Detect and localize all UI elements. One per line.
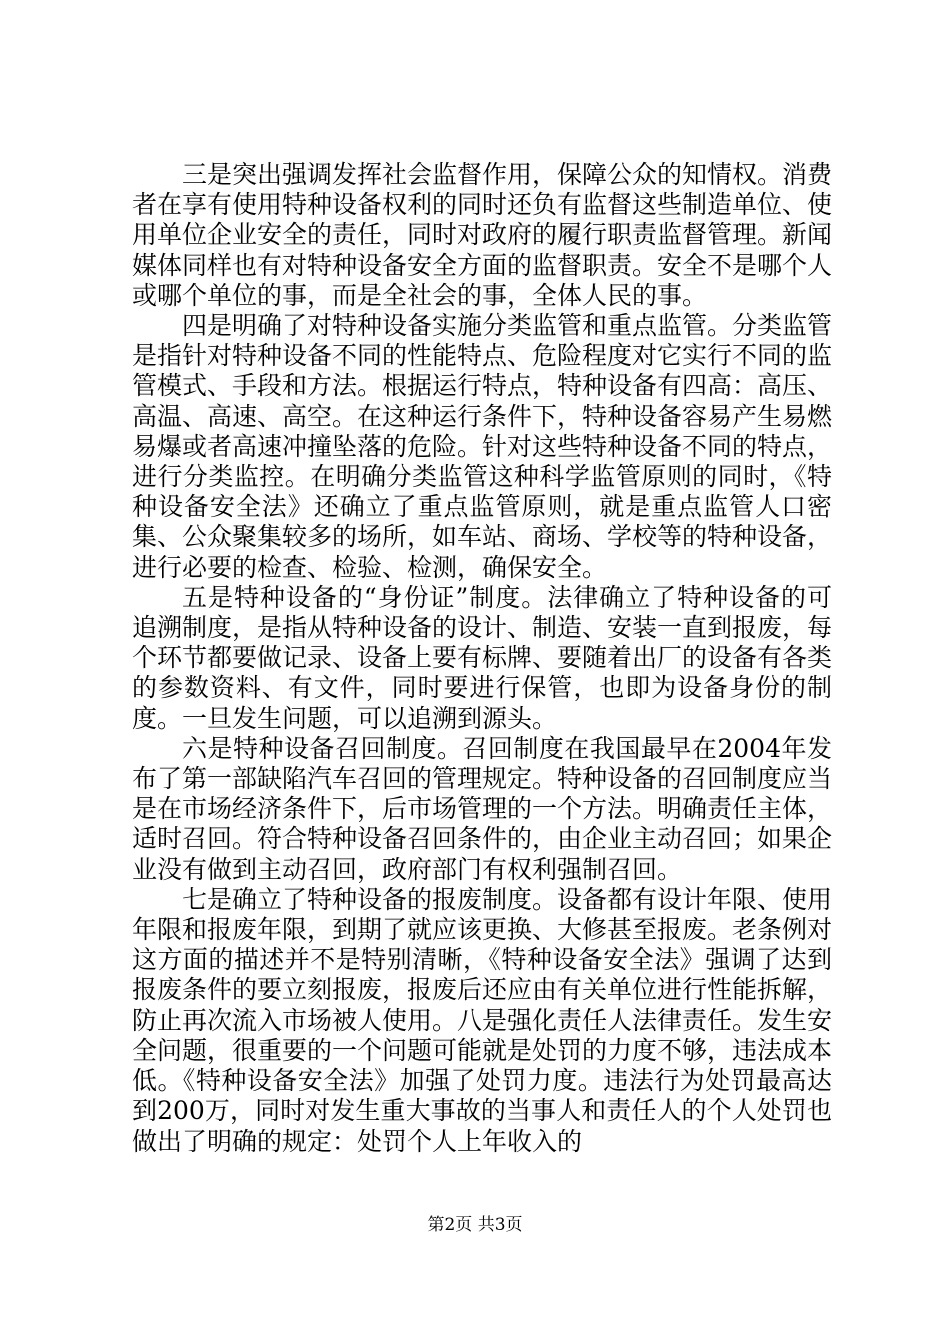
- paragraph-4: 四是明确了对特种设备实施分类监管和重点监管。分类监管是指针对特种设备不同的性能特点、危险程度对它实行不同的监管模式、手段和方法。根据运行特点，特种设备有四高：高压、高温、高速、高空。在这种运行条件下，特种设备容易产生易燃易爆或者高速冲撞坠落的危险。针对这些特种设备不同的特点，进行分类监控。在明确分类监管这种科学监管原则的同时，《特种设备安全法》还确立了重点监管原则，就是重点监管人口密集、公众聚集较多的场所，如车站、商场、学校等的特种设备，进行必要的检查、检验、检测，确保安全。: [132, 311, 833, 582]
- body-text: [132, 160, 832, 1157]
- paragraph-7: 七是确立了特种设备的报废制度。设备都有设计年限、使用年限和报废年限，到期了就应该更换、大修甚至报废。老条例对这方面的描述并不是特别清晰，《特种设备安全法》强调了达到报废条件的要立刻报废，报废后还应由有关单位进行性能拆解，防止再次流入市场被人使用。八是强化责任人法律责任。发生安全问题，很重要的一个问题可能就是处罚的力度不够，违法成本低。《特种设备安全法》加强了处罚力度。违法行为处罚最高达到200万，同时对发生重大事故的当事人和责任人的个人处罚也做出了明确的规定：处罚个人上年收入的: [132, 884, 833, 1156]
- paragraph-6: 六是特种设备召回制度。召回制度在我国最早在2004年发布了第一部缺陷汽车召回的管理规定。特种设备的召回制度应当是在市场经济条件下，后市场管理的一个方法。明确责任主体，适时召回。符合特种设备召回条件的，由企业主动召回；如果企业没有做到主动召回，政府部门有权利强制召回。: [132, 733, 833, 884]
- page-footer: 第2页 共3页: [427, 1215, 523, 1235]
- paragraph-3: 三是突出强调发挥社会监督作用，保障公众的知情权。消费者在享有使用特种设备权利的同时还负有监督这些制造单位、使用单位企业安全的责任，同时对政府的履行职责监督管理。新闻媒体同样也有对特种设备安全方面的监督职责。安全不是哪个人或哪个单位的事，而是全社会的事，全体人民的事。: [132, 160, 833, 310]
- paragraph-5: 五是特种设备的“身份证”制度。法律确立了特种设备的可追溯制度，是指从特种设备的设计、制造、安装一直到报废，每个环节都要做记录、设备上要有标牌、要随着出厂的设备有各类的参数资料、有文件，同时要进行保管，也即为设备身份的制度。一旦发生问题，可以追溯到源头。: [132, 582, 833, 733]
